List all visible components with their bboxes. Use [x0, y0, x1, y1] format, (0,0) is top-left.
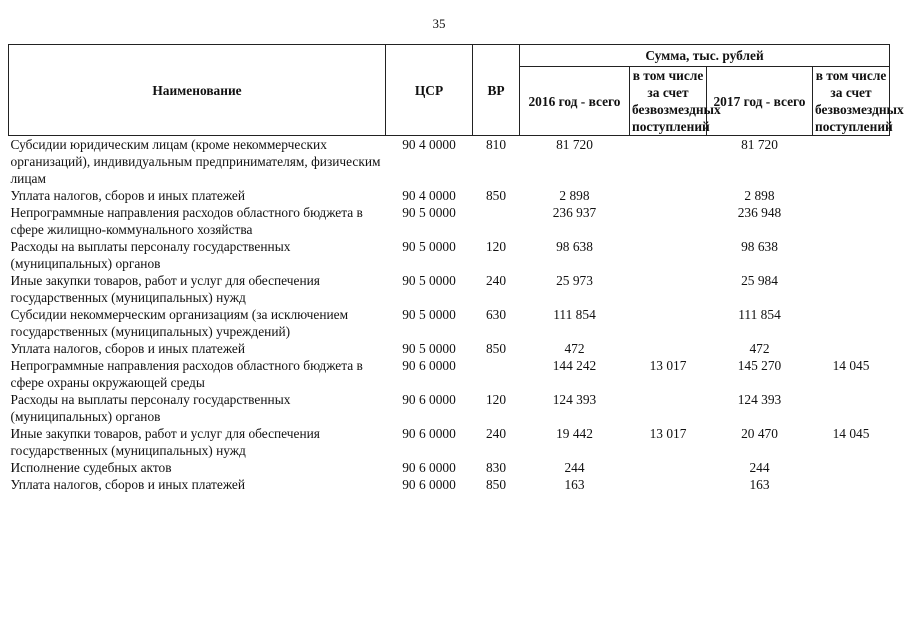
row-total-2017: 236 948	[737, 205, 782, 220]
header-name: Наименование	[9, 45, 386, 136]
page-number: 35	[432, 16, 446, 31]
row-name: Субсидии некоммерческим организациям (за исключением государственных (муниципальных) учреждений)	[10, 307, 349, 339]
row-name: Уплата налогов, сборов и иных платежей	[10, 341, 246, 356]
row-csr: 90 4 0000	[402, 137, 456, 152]
row-total-2017: 145 270	[737, 358, 782, 373]
row-free-2017	[813, 204, 890, 238]
row-total-2017: 472	[749, 341, 770, 356]
row-name: Расходы на выплаты персоналу государственных (муниципальных) органов	[10, 392, 291, 424]
header-csr: ЦСР	[386, 45, 473, 136]
row-total-2017: 111 854	[738, 307, 781, 322]
row-vr: 120	[485, 239, 507, 254]
row-total-2016: 2 898	[559, 188, 590, 203]
row-free-2016	[630, 306, 707, 340]
row-name: Непрограммные направления расходов областного бюджета в сфере охраны окружающей среды	[10, 358, 363, 390]
table-row	[9, 204, 890, 238]
row-free-2017	[813, 272, 890, 306]
header-sum-group: Сумма, тыс. рублей	[520, 45, 890, 67]
row-name: Иные закупки товаров, работ и услуг для обеспечения государственных (муниципальных) нужд	[10, 273, 320, 305]
row-total-2017: 244	[749, 460, 770, 475]
table-row	[9, 187, 890, 204]
row-total-2016: 19 442	[556, 426, 593, 441]
row-csr: 90 5 0000	[402, 239, 456, 254]
row-name: Исполнение судебных актов	[10, 460, 172, 475]
row-vr: 830	[485, 460, 507, 475]
header-total-2016: 2016 год - всего	[520, 67, 630, 136]
row-vr	[473, 204, 520, 238]
row-free-2016	[630, 136, 707, 188]
row-total-2016: 236 937	[552, 205, 597, 220]
row-free-2016: 13 017	[649, 426, 687, 441]
row-csr: 90 5 0000	[402, 273, 456, 288]
row-total-2017: 98 638	[741, 239, 778, 254]
row-free-2017	[813, 391, 890, 425]
row-free-2016	[630, 459, 707, 476]
row-free-2016	[630, 204, 707, 238]
row-total-2017: 25 984	[741, 273, 778, 288]
row-free-2017: 14 045	[832, 426, 870, 441]
row-total-2017: 20 470	[741, 426, 778, 441]
table-row	[9, 238, 890, 272]
row-total-2016: 81 720	[556, 137, 593, 152]
row-free-2016	[630, 238, 707, 272]
row-total-2016: 25 973	[556, 273, 593, 288]
row-free-2016: 13 017	[649, 358, 687, 373]
table-row	[9, 476, 890, 493]
row-free-2016	[630, 476, 707, 493]
table-row	[9, 272, 890, 306]
row-free-2017	[813, 187, 890, 204]
row-vr: 120	[485, 392, 507, 407]
row-free-2016	[630, 340, 707, 357]
table-row	[9, 459, 890, 476]
row-name: Иные закупки товаров, работ и услуг для обеспечения государственных (муниципальных) нужд	[10, 426, 320, 458]
table-row	[9, 340, 890, 357]
table-row	[9, 391, 890, 425]
row-name: Субсидии юридическим лицам (кроме некоммерческих организаций), индивидуальным предпринимателям, физическим лицам	[10, 137, 381, 186]
row-csr: 90 6 0000	[402, 358, 456, 373]
table-row	[9, 357, 890, 391]
table-row	[9, 136, 890, 188]
row-vr: 240	[485, 273, 507, 288]
row-csr: 90 6 0000	[402, 477, 456, 492]
row-csr: 90 5 0000	[402, 341, 456, 356]
row-free-2017: 14 045	[832, 358, 870, 373]
row-name: Непрограммные направления расходов областного бюджета в сфере жилищно-коммунального хозяйства	[10, 205, 363, 237]
table-body	[9, 136, 890, 494]
row-free-2016	[630, 187, 707, 204]
row-total-2016: 144 242	[552, 358, 597, 373]
row-csr: 90 5 0000	[402, 307, 456, 322]
row-vr	[473, 357, 520, 391]
table-header	[9, 45, 904, 136]
row-vr: 850	[485, 477, 507, 492]
row-name: Уплата налогов, сборов и иных платежей	[10, 188, 246, 203]
row-csr: 90 6 0000	[402, 460, 456, 475]
table-row	[9, 425, 890, 459]
row-csr: 90 5 0000	[402, 205, 456, 220]
header-free-2016: в том числе за счет безвозмездных поступлений	[630, 67, 707, 136]
row-total-2016: 124 393	[552, 392, 597, 407]
row-free-2017	[813, 459, 890, 476]
row-vr: 850	[485, 188, 507, 203]
row-free-2017	[813, 238, 890, 272]
row-total-2016: 163	[564, 477, 585, 492]
budget-table	[8, 44, 904, 493]
row-total-2017: 81 720	[741, 137, 778, 152]
header-free-2017: в том числе за счет безвозмездных поступлений	[813, 67, 890, 136]
row-free-2016	[630, 391, 707, 425]
table-row	[9, 306, 890, 340]
row-total-2017: 124 393	[737, 392, 782, 407]
row-free-2016	[630, 272, 707, 306]
row-free-2017	[813, 306, 890, 340]
row-csr: 90 4 0000	[402, 188, 456, 203]
row-vr: 630	[485, 307, 507, 322]
header-total-2017: 2017 год - всего	[707, 67, 813, 136]
row-total-2017: 2 898	[744, 188, 775, 203]
row-csr: 90 6 0000	[402, 392, 456, 407]
row-vr: 850	[485, 341, 507, 356]
row-name: Уплата налогов, сборов и иных платежей	[10, 477, 246, 492]
row-free-2017	[813, 136, 890, 188]
row-free-2017	[813, 476, 890, 493]
row-total-2016: 98 638	[556, 239, 593, 254]
row-total-2017: 163	[749, 477, 770, 492]
header-vr: ВР	[473, 45, 520, 136]
row-csr: 90 6 0000	[402, 426, 456, 441]
row-free-2017	[813, 340, 890, 357]
row-total-2016: 472	[564, 341, 585, 356]
row-vr: 810	[485, 137, 507, 152]
row-vr: 240	[485, 426, 507, 441]
row-total-2016: 244	[564, 460, 585, 475]
row-name: Расходы на выплаты персоналу государственных (муниципальных) органов	[10, 239, 291, 271]
row-total-2016: 111 854	[553, 307, 596, 322]
